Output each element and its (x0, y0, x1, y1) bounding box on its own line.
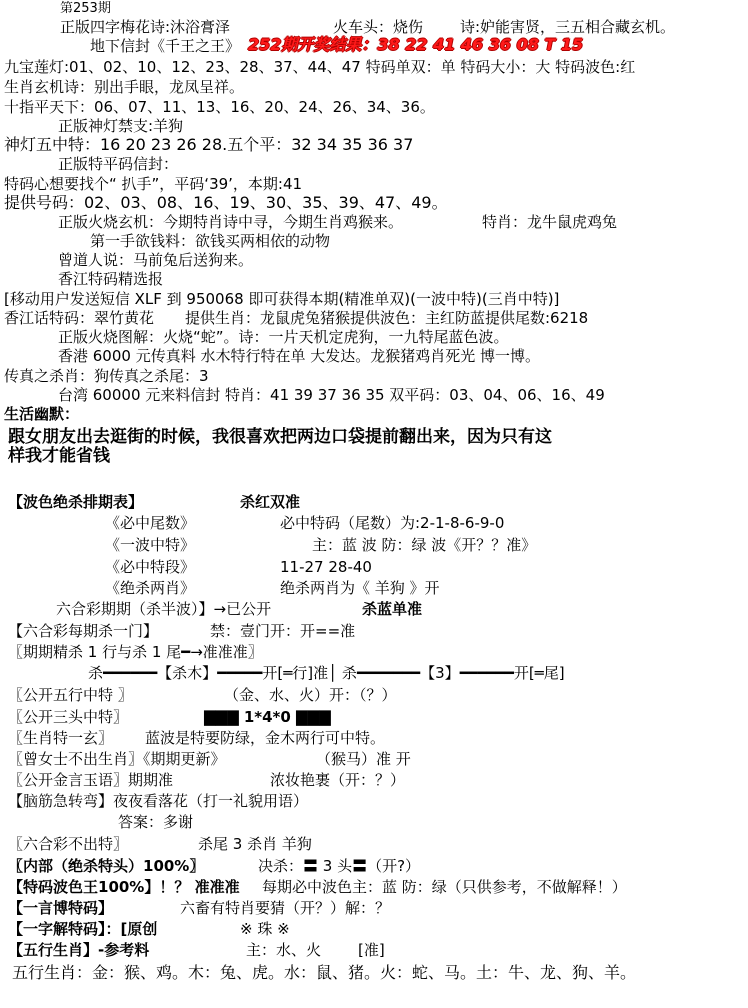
zeng-says-line: 曾道人说：马前兔后送狗来。 (58, 251, 254, 269)
kill-one-gate-label: 【六合彩每期杀一门】 (8, 622, 159, 640)
plum-poem-line: 正版四字梅花诗:沐浴膏泽 (60, 18, 231, 36)
last-draw-result: 252期开奖结果：38 22 41 46 36 08 T 15 (248, 35, 584, 54)
five-elements-ref-label: 【五行生肖】-参考料 (8, 941, 150, 959)
public-three-heads-value: ▇▇▇ 1*4*0 ▇▇▇ (204, 708, 331, 726)
public-five-elements-value: （金、水、火）开：（？） (224, 686, 397, 704)
humor-title: 生活幽默： (4, 405, 80, 423)
poem-line: 诗:妒能害贤，三五相合藏玄机。 (460, 18, 676, 36)
one-word-bet-label: 【一言博特码】 (8, 899, 114, 917)
internal-kill-head-value: 决杀：〓 3 头〓（开?） (258, 857, 421, 875)
joke-line-1: 跟女朋友出去逛街的时候，我很喜欢把两边口袋提前翻出来，因为只有这 (8, 427, 552, 447)
fire-diagram-line: 正版火烧图解：火烧“蛇”。诗：一片天机定虎狗，一九特尾蓝色波。 (58, 328, 509, 346)
xiangjiang-report-title: 香江特码精选报 (58, 270, 164, 288)
first-hand-line: 第一手欲钱料：欲钱买两相依的动物 (90, 232, 331, 250)
special-zodiac-line: 特肖：龙牛鼠虎鸡兔 (482, 213, 618, 231)
no-special-value: 杀尾 3 杀肖 羊狗 (198, 835, 312, 853)
no-special-label: 〖六合彩不出特〗 (8, 835, 129, 853)
brain-teaser-answer: 答案：多谢 (118, 813, 194, 831)
pickpocket-line: 特码心想要找个“ 扒手”，平码‘39’，本期:41 (4, 175, 303, 193)
ten-fingers-line: 十指平天下：06、07、11、13、16、20、24、26、34、36。 (4, 98, 435, 116)
provided-zodiac-line: 提供生肖：龙鼠虎兔猪猴提供波色：主红防蓝提供尾数:6218 (185, 309, 589, 327)
golden-words-label: 〖公开金言玉语〗期期准 (8, 771, 174, 789)
zodiac-riddle-value: 蓝波是特要防绿，金木两行可中特。 (145, 729, 386, 747)
zodiac-riddle-label: 〖生肖特一玄〗 (8, 729, 114, 747)
ms-zeng-value: （猴马）准 开 (316, 750, 411, 768)
public-three-heads-label: 〖公开三头中特〗 (8, 708, 129, 726)
five-elements-zodiac-line: 五行生肖：金：猴、鸡。木：兔、虎。水：鼠、猪。火：蛇、马。土：牛、龙、狗、羊。 (12, 963, 637, 982)
underground-envelope: 地下信封《千王之王》 (90, 37, 241, 55)
must-tail-value: 必中特码（尾数）为:2-1-8-6-9-0 (280, 514, 505, 532)
kill-half-wave-label: 六合彩期期（杀半波）】→已公开 (56, 600, 272, 618)
taiwan-envelope-line: 台湾 60000 元来料信封 特肖：41 39 37 36 35 双平码：03、04、06、16、49 (58, 386, 605, 404)
lamp-five-line: 神灯五中特：16 20 23 26 28.五个平：32 34 35 36 37 (4, 135, 414, 154)
must-tail-label: 《必中尾数》 (105, 514, 196, 532)
kill-two-label: 《绝杀两肖》 (105, 579, 196, 597)
provided-numbers-line: 提供号码：02、03、08、16、19、30、35、39、47、49。 (4, 193, 448, 212)
one-char-label: 【一字解特码】：[原创 (8, 920, 158, 938)
one-char-value: ※ 珠 ※ (240, 920, 290, 938)
wave-king-value: 每期必中波色主：蓝 防：绿（只供参考，不做解释！） (262, 878, 627, 896)
train-head-line: 火车头：烧伤 (333, 18, 424, 36)
kill-one-gate-value: 禁：壹门开：开==准 (210, 622, 356, 640)
special-envelope-line: 正版特平码信封： (58, 155, 179, 173)
joke-line-2: 样我才能省钱 (8, 446, 110, 466)
five-elements-ref-tag: [准] (358, 941, 385, 959)
kill-element-tail-row: 杀━━━━━━【杀木】━━━━━开[═行]准│ 杀━━━━━━━【3】━━━━━━开[═尾] (88, 664, 565, 682)
kill-element-tail-title: 〖期期精杀 1 行与杀 1 尾━→准准准〗 (8, 643, 263, 661)
must-segment-value: 11-27 28-40 (280, 558, 372, 576)
five-elements-ref-main: 主：水、火 (246, 941, 322, 959)
wave-king-label: 【特码波色王100%】！？ 准准准 (8, 878, 240, 896)
lamp-ban-line: 正版神灯禁支:羊狗 (58, 117, 184, 135)
kill-blue-odd: 杀蓝单准 (362, 600, 423, 618)
public-five-elements-label: 〖公开五行中特 〗 (8, 686, 133, 704)
color-kill-schedule-title: 【波色绝杀排期表】 (8, 493, 144, 511)
must-segment-label: 《必中特段》 (105, 558, 196, 576)
hk-fax-line: 香港 6000 元传真料 水木特行特在单 大发达。龙猴猪鸡肖死光 博一博。 (58, 347, 541, 365)
fax-kill-line: 传真之杀肖：狗传真之杀尾：3 (4, 367, 209, 385)
golden-words-value: 浓妆艳裹（开：？） (270, 771, 406, 789)
lotus-lamp-line: 九宝莲灯:01、02、10、12、23、28、37、44、47 特码单双：单 特码大小：大 特码波色:红 (4, 58, 636, 76)
issue-number: 第253期 (60, 1, 111, 16)
internal-kill-head-label: 〖内部（绝杀特头）100%〗 (8, 857, 205, 875)
fire-mystery-line: 正版火烧玄机：今期特肖诗中寻，今期生肖鸡猴来。 (58, 213, 404, 231)
kill-red-even: 杀红双准 (240, 493, 301, 511)
xiangjiang-talk-line: 香江话特码：翠竹黄花 (4, 309, 155, 327)
ms-zeng-label: 〖曾女士不出生肖〗《期期更新》 (8, 750, 226, 768)
one-wave-value: 主：蓝 波 防：绿 波《开？？准》 (312, 536, 537, 554)
kill-two-value: 绝杀两肖为《 羊狗 》开 (280, 579, 440, 597)
sms-promo-line: [移动用户发送短信 XLF 到 950068 即可获得本期(精准单双)(一波中特)(三肖中特)] (4, 290, 560, 308)
one-word-bet-value: 六畜有特肖要猜（开？）解：？ (180, 899, 391, 917)
brain-teaser: 【脑筋急转弯】夜夜看落花（打一礼貌用语） (8, 792, 309, 810)
zodiac-poem-line: 生肖玄机诗：别出手眼，龙凤呈祥。 (4, 78, 245, 96)
one-wave-label: 《一波中特》 (105, 536, 196, 554)
